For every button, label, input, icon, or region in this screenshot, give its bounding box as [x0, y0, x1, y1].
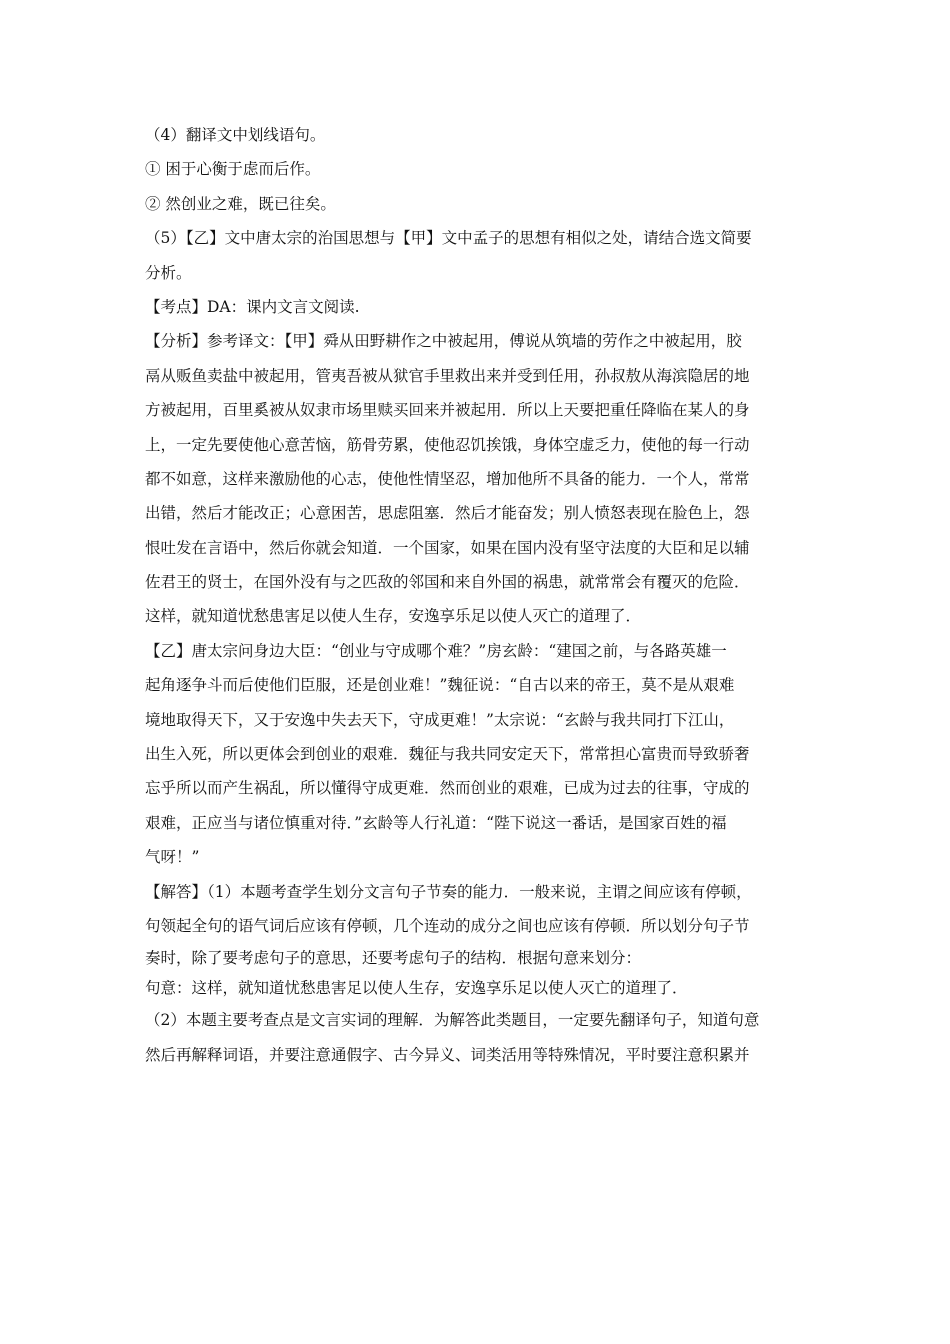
analysis-line: 方被起用，百里奚被从奴隶市场里赎买回来并被起用．所以上天要把重任降临在某人的身	[145, 401, 750, 420]
analysis-line: 鬲从贩鱼卖盐中被起用，管夷吾被从狱官手里救出来并受到任用，孙叔敖从海滨隐居的地	[145, 366, 750, 385]
analysis-line: 都不如意，这样来激励他的心志，使他性情坚忍，增加他所不具备的能力．一个人，常常	[145, 469, 750, 488]
answer-line: 句领起全句的语气词后应该有停顿，几个连动的成分之间也应该有停顿．所以划分句子节	[145, 916, 750, 935]
answer-line: （2）本题主要考查点是文言实词的理解．为解答此类题目，一定要先翻译句子，知道句意	[145, 1011, 760, 1030]
analysis-line: 出错，然后才能改正；心意困苦，思虑阻塞．然后才能奋发；别人愤怒表现在脸色上，怨	[145, 504, 750, 523]
document-body	[145, 118, 810, 1072]
analysis-line: 这样，就知道忧愁患害足以使人生存，安逸享乐足以使人灭亡的道理了．	[145, 607, 642, 626]
analysis-line: 佐君王的贤士，在国外没有与之匹敌的邻国和来自外国的祸患，就常常会有覆灭的危险．	[145, 573, 750, 592]
question-4-sentence-2: ② 然创业之难，既已往矣。	[145, 194, 336, 213]
translation-yi-line: 起角逐争斗而后使他们臣服，还是创业难！”魏征说：“自古以来的帝王，莫不是从艰难	[145, 676, 735, 695]
answer-line: 句意：这样，就知道忧愁患害足以使人生存，安逸享乐足以使人灭亡的道理了．	[145, 979, 688, 998]
translation-yi-line: 忘乎所以而产生祸乱，所以懂得守成更难．然而创业的艰难，已成为过去的往事，守成的	[145, 779, 750, 798]
translation-yi-line: 艰难，正应当与诸位慎重对待．”玄龄等人行礼道：“陛下说这一番话，是国家百姓的福	[145, 813, 727, 832]
analysis-line: 【分析】参考译文：【甲】舜从田野耕作之中被起用，傅说从筑墙的劳作之中被起用，胶	[145, 332, 742, 351]
answer-line: 然后再解释词语，并要注意通假字、古今异义、词类活用等特殊情况，平时要注意积累并	[145, 1045, 750, 1064]
translation-yi-line: 境地取得天下，又于安逸中失去天下，守成更难！”太宗说：“玄龄与我共同打下江山，	[145, 710, 735, 729]
question-5-prompt: （5）【乙】文中唐太宗的治国思想与【甲】文中孟子的思想有相似之处，请结合选文简要	[145, 229, 752, 248]
translation-yi-line: 出生入死，所以更体会到创业的艰难．魏征与我共同安定天下，常常担心富贵而导致骄奢	[145, 745, 750, 764]
question-4-prompt: （4）翻译文中划线语句。	[145, 126, 326, 144]
analysis-line: 恨吐发在言语中，然后你就会知道．一个国家，如果在国内没有坚守法度的大臣和足以辅	[145, 538, 750, 557]
analysis-line: 上，一定先要使他心意苦恼，筋骨劳累，使他忍饥挨饿，身体空虚乏力，使他的每一行动	[145, 435, 750, 454]
translation-yi-line: 气呀！”	[145, 848, 200, 867]
question-5-prompt-cont: 分析。	[145, 263, 192, 282]
exam-point: 【考点】DA：课内文言文阅读.	[145, 297, 360, 316]
question-4-sentence-1: ① 困于心衡于虑而后作。	[145, 160, 321, 179]
answer-line: 奏时，除了要考虑句子的意思，还要考虑句子的结构．根据句意来划分：	[145, 949, 642, 968]
translation-yi-line: 【乙】唐太宗问身边大臣：“创业与守成哪个难？”房玄龄：“建国之前，与各路英雄一	[145, 641, 727, 660]
answer-line: 【解答】（1）本题考查学生划分文言句子节奏的能力．一般来说，主谓之间应该有停顿，	[145, 882, 752, 901]
